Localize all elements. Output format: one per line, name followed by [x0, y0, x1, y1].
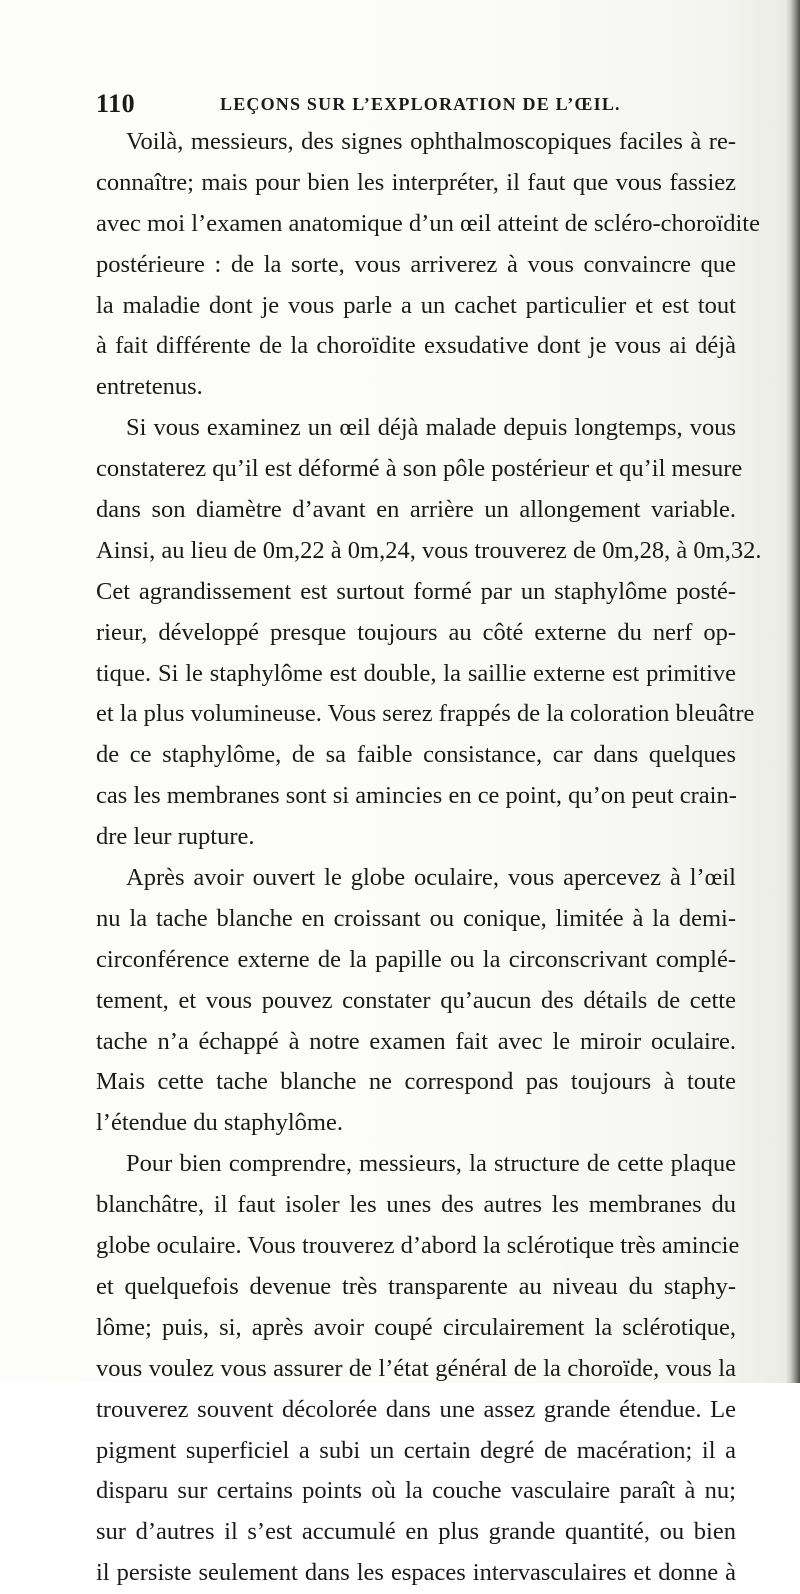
text-line: et la plus volumineuse. Vous serez frappés de la coloration bleuâtre	[96, 700, 755, 728]
text-line: il persiste seulement dans les espaces intervasculaires et donne à	[96, 1559, 736, 1587]
text-line: tache n’a échappé à notre examen fait avec le miroir oculaire.	[96, 1027, 736, 1055]
page-header	[96, 89, 736, 119]
text-line: Pour bien comprendre, messieurs, la structure de cette plaque	[126, 1150, 736, 1178]
page-number: 110	[96, 89, 136, 118]
text-line: tement, et vous pouvez constater qu’aucun des détails de cette	[96, 986, 736, 1014]
running-head: LEÇONS SUR L’EXPLORATION DE L’ŒIL.	[220, 94, 621, 114]
text-line: circonférence externe de la papille ou la circonscrivant complé-	[96, 945, 736, 973]
text-line: Cet agrandissement est surtout formé par un staphylôme posté-	[96, 577, 736, 605]
text-line: lôme; puis, si, après avoir coupé circulairement la sclérotique,	[96, 1313, 736, 1341]
text-line: tique. Si le staphylôme est double, la saillie externe est primitive	[96, 659, 736, 687]
text-line: la maladie dont je vous parle a un cachet particulier et est tout	[96, 291, 736, 319]
text-line: vous voulez vous assurer de l’état général de la choroïde, vous la	[96, 1354, 736, 1382]
text-line: trouverez souvent décolorée dans une assez grande étendue. Le	[96, 1395, 736, 1423]
text-line: pigment superficiel a subi un certain degré de macération; il a	[96, 1436, 736, 1464]
text-line: avec moi l’examen anatomique d’un œil atteint de scléro-choroïdite	[96, 209, 760, 237]
text-line: disparu sur certains points où la couche vasculaire paraît à nu;	[96, 1477, 736, 1505]
text-line: dre leur rupture.	[96, 823, 255, 851]
text-line: Ainsi, au lieu de 0m,22 à 0m,24, vous trouverez de 0m,28, à 0m,32.	[96, 536, 762, 564]
text-line: Si vous examinez un œil déjà malade depuis longtemps, vous	[126, 414, 736, 442]
text-line: Voilà, messieurs, des signes ophthalmoscopiques faciles à re-	[126, 128, 736, 155]
text-line: connaître; mais pour bien les interpréter, il faut que vous fassiez	[96, 168, 736, 196]
text-line: et quelquefois devenue très transparente au niveau du staphy-	[96, 1272, 736, 1300]
text-line: de ce staphylôme, de sa faible consistance, car dans quelques	[96, 741, 736, 769]
text-line: nu la tache blanche en croissant ou conique, limitée à la demi-	[96, 904, 736, 932]
text-line: l’étendue du staphylôme.	[96, 1109, 343, 1137]
text-line: dans son diamètre d’avant en arrière un allongement variable.	[96, 496, 736, 524]
text-line: à fait différente de la choroïdite exsudative dont je vous ai déjà	[96, 332, 736, 360]
text-line: cas les membranes sont si amincies en ce point, qu’on peut crain-	[96, 782, 737, 810]
text-line: postérieure : de la sorte, vous arriverez à vous convaincre que	[96, 250, 736, 278]
text-line: constaterez qu’il est déformé à son pôle postérieur et qu’il mesure	[96, 455, 743, 483]
text-line: blanchâtre, il faut isoler les unes des autres les membranes du	[96, 1191, 736, 1219]
text-line: globe oculaire. Vous trouverez d’abord la sclérotique très amincie	[96, 1232, 740, 1260]
text-line: rieur, développé presque toujours au côté externe du nerf op-	[96, 618, 736, 646]
page-edge	[786, 0, 800, 1383]
body-text	[96, 122, 762, 1594]
text-line: entretenus.	[96, 373, 203, 401]
text-line: Mais cette tache blanche ne correspond pas toujours à toute	[96, 1068, 736, 1096]
text-line: Après avoir ouvert le globe oculaire, vous apercevez à l’œil	[126, 864, 736, 892]
text-line: sur d’autres il s’est accumulé en plus grande quantité, ou bien	[96, 1518, 736, 1546]
